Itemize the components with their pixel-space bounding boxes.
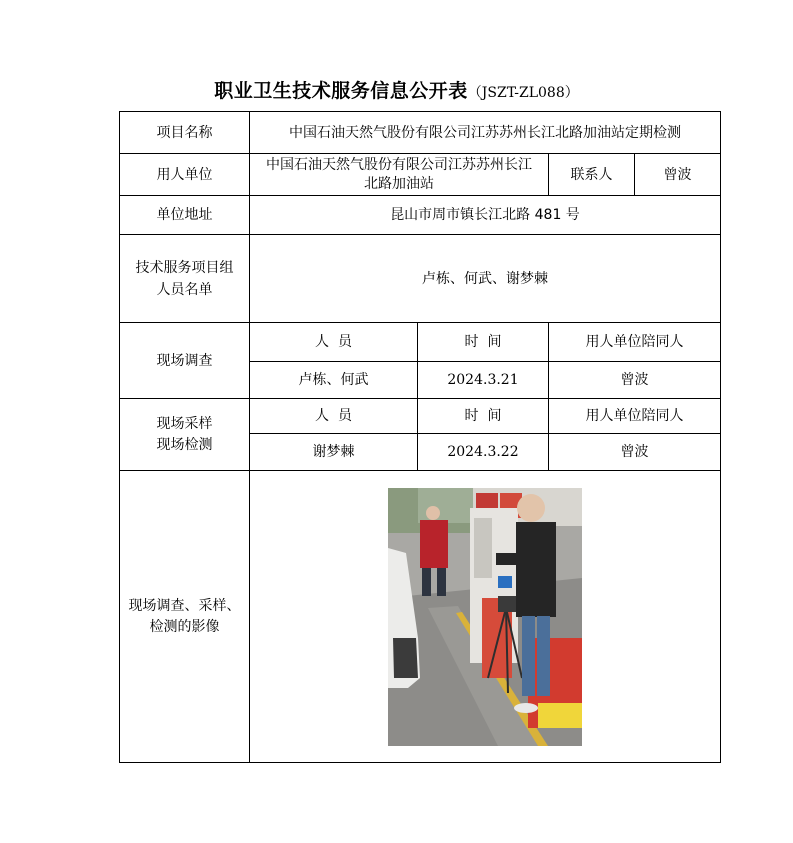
- address-value: 昆山市周市镇长江北路 481 号: [250, 196, 721, 235]
- row-employer: [120, 154, 721, 196]
- row-project-name: [120, 112, 721, 154]
- page-title: [0, 76, 793, 103]
- row-address: [120, 196, 721, 235]
- survey-people: 卢栋、何武: [250, 362, 418, 399]
- survey-companion: 曾波: [549, 362, 721, 399]
- survey-header-companion: 用人单位陪同人: [549, 323, 721, 362]
- sampling-label: 现场采样 现场检测: [120, 399, 250, 471]
- row-survey-header: [120, 323, 721, 362]
- images-label: 现场调查、采样、检测的影像: [120, 471, 250, 763]
- survey-header-people: 人 员: [250, 323, 418, 362]
- project-name-label: 项目名称: [120, 112, 250, 154]
- sampling-header-companion: 用人单位陪同人: [549, 399, 721, 434]
- sampling-date: 2024.3.22: [418, 434, 549, 471]
- team-label: 技术服务项目组人员名单: [120, 235, 250, 323]
- row-team: [120, 235, 721, 323]
- contact-value: 曾波: [635, 154, 721, 196]
- survey-header-time: 时 间: [418, 323, 549, 362]
- contact-label: 联系人: [549, 154, 635, 196]
- survey-label: 现场调查: [120, 323, 250, 399]
- row-images: [120, 471, 721, 763]
- employer-value: 中国石油天然气股份有限公司江苏苏州长江北路加油站: [250, 154, 549, 196]
- title-main: 职业卫生技术服务信息公开表: [214, 80, 468, 102]
- sampling-people: 谢梦棘: [250, 434, 418, 471]
- survey-date: 2024.3.21: [418, 362, 549, 399]
- title-code: （JSZT-ZL088）: [467, 85, 579, 101]
- images-cell: [250, 471, 721, 763]
- project-name-value: 中国石油天然气股份有限公司江苏苏州长江北路加油站定期检测: [250, 112, 721, 154]
- address-label: 单位地址: [120, 196, 250, 235]
- sampling-companion: 曾波: [549, 434, 721, 471]
- disclosure-table: [119, 111, 721, 763]
- sampling-header-people: 人 员: [250, 399, 418, 434]
- site-photo: [388, 488, 582, 746]
- row-sampling-header: [120, 399, 721, 434]
- employer-label: 用人单位: [120, 154, 250, 196]
- team-value: 卢栋、何武、谢梦棘: [250, 235, 721, 323]
- sampling-header-time: 时 间: [418, 399, 549, 434]
